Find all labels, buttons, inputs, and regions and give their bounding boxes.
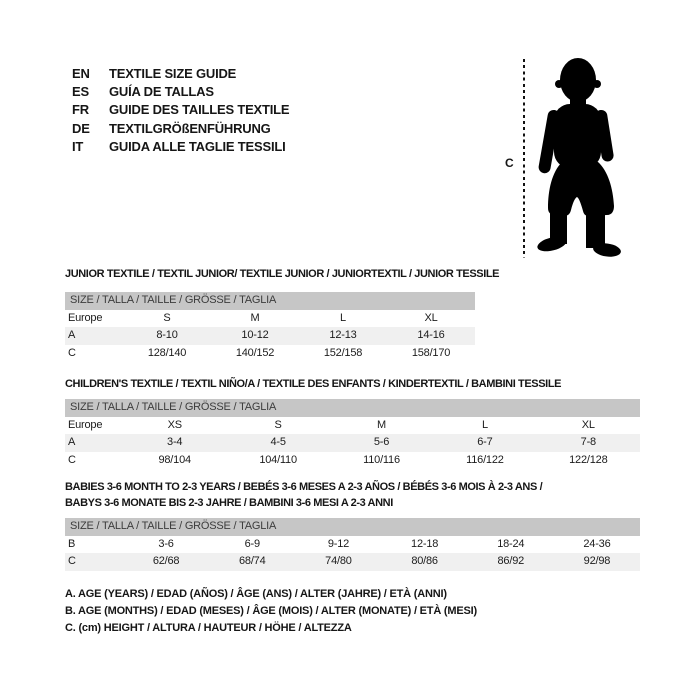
language-label: GUÍA DE TALLAS: [109, 84, 214, 100]
language-row: [72, 82, 289, 100]
table-cell: 14-16: [417, 329, 445, 341]
table-title: [65, 266, 500, 282]
table-title: [65, 479, 640, 511]
table-cell: 152/158: [323, 346, 363, 359]
table-cell: XS: [167, 418, 182, 431]
table-cell: XL: [424, 311, 438, 324]
table-cell: 18-24: [497, 537, 525, 550]
language-row: [72, 64, 289, 82]
table-row: [65, 452, 640, 470]
row-label: C: [68, 346, 76, 359]
table-cell: 104/110: [259, 453, 297, 466]
table-cell: 62/68: [152, 555, 180, 567]
table-cell: 6-7: [477, 436, 493, 448]
language-row: [72, 138, 289, 156]
language-code: EN: [72, 65, 90, 81]
table-row: [65, 553, 640, 571]
row-label: C: [68, 453, 76, 466]
table-cell: 9-12: [327, 537, 350, 550]
note-age-months: B. AGE (MONTHS) / EDAD (MESES) / ÂGE (MOIS) / ALTER (MONATE) / ETÀ (MESI): [65, 605, 477, 618]
table-row: [65, 417, 640, 435]
language-code: DE: [72, 120, 90, 136]
row-label: Europe: [68, 418, 103, 431]
table-cell: 122/128: [569, 453, 608, 466]
language-row: [72, 101, 289, 119]
note-age-years: A. AGE (YEARS) / EDAD (AÑOS) / ÂGE (ANS) / ALTER (JAHRE) / ETÀ (ANNI): [65, 588, 447, 600]
table-cell: 128/140: [147, 346, 187, 359]
table-cell: 116/122: [466, 453, 504, 466]
language-code: FR: [72, 102, 89, 118]
table-size-header: SIZE / TALLA / TAILLE / GRÖSSE / TAGLIA: [65, 518, 640, 536]
table-cell: 68/74: [238, 555, 266, 567]
table-cell: XL: [581, 418, 595, 431]
language-label: TEXTILGRÖßENFÜHRUNG: [109, 120, 271, 136]
row-label: C: [68, 555, 76, 567]
language-label: GUIDE DES TAILLES TEXTILE: [109, 102, 290, 118]
table-cell: M: [377, 418, 386, 431]
row-label: B: [68, 537, 76, 550]
height-measure-label: C: [505, 156, 514, 170]
table-title: [65, 376, 640, 392]
language-code: IT: [72, 139, 84, 155]
table-cell: 86/92: [497, 555, 525, 567]
junior-textile-table: [65, 266, 500, 362]
table-size-header: SIZE / TALLA / TAILLE / GRÖSSE / TAGLIA: [65, 399, 640, 417]
table-cell: 4-5: [270, 436, 286, 448]
language-list: [72, 64, 289, 156]
table-title-line: CHILDREN'S TEXTILE / TEXTIL NIÑO/A / TEXTILE DES ENFANTS / KINDERTEXTIL / BAMBINI TESSILE: [65, 378, 562, 390]
table-cell: 3-4: [167, 436, 183, 448]
table-cell: 12-13: [329, 329, 357, 341]
height-dashed-line: [523, 59, 525, 258]
table-cell: 10-12: [241, 329, 269, 341]
table-cell: M: [250, 311, 260, 324]
table-cell: 7-8: [580, 436, 596, 448]
language-label: GUIDA ALLE TAGLIE TESSILI: [109, 139, 286, 155]
table-cell: 24-36: [583, 537, 611, 550]
childrens-textile-table: [65, 376, 640, 469]
table-cell: S: [163, 311, 171, 324]
note-height-cm: C. (cm) HEIGHT / ALTURA / HAUTEUR / HÖHE / ALTEZZA: [65, 622, 352, 635]
table-row: [65, 327, 475, 345]
table-cell: 140/152: [235, 346, 275, 359]
table-row: [65, 434, 640, 452]
row-label: A: [68, 329, 76, 341]
table-row: [65, 310, 475, 328]
row-label: A: [68, 436, 76, 448]
table-cell: 12-18: [411, 537, 439, 550]
table-title-line: BABYS 3-6 MONATE BIS 2-3 JAHRE / BAMBINI 3-6 MESI A 2-3 ANNI: [65, 497, 393, 509]
table-size-header: SIZE / TALLA / TAILLE / GRÖSSE / TAGLIA: [65, 292, 475, 310]
baby-silhouette-icon: [528, 58, 628, 258]
table-cell: 74/80: [325, 555, 352, 567]
table-cell: 98/104: [158, 453, 191, 466]
language-row: [72, 119, 289, 137]
table-cell: S: [274, 418, 282, 431]
table-cell: L: [340, 311, 346, 324]
babies-textile-table: [65, 479, 640, 571]
table-cell: 8-10: [156, 329, 178, 341]
table-row: [65, 536, 640, 554]
table-cell: 92/98: [583, 555, 611, 567]
table-cell: 80/86: [411, 555, 438, 567]
table-cell: 110/116: [363, 453, 400, 466]
table-cell: 3-6: [158, 537, 174, 550]
table-title-line: BABIES 3-6 MONTH TO 2-3 YEARS / BEBÉS 3-6 MESES A 2-3 AÑOS / BÉBÉS 3-6 MOIS À 2-3 ANS /: [65, 481, 543, 493]
table-cell: 158/170: [411, 346, 451, 359]
row-label: Europe: [68, 311, 103, 324]
language-code: ES: [72, 84, 89, 100]
table-row: [65, 345, 475, 363]
table-cell: 5-6: [373, 436, 390, 448]
language-label: TEXTILE SIZE GUIDE: [109, 65, 237, 81]
footnotes: [65, 586, 477, 638]
table-cell: L: [481, 418, 488, 431]
table-title-line: JUNIOR TEXTILE / TEXTIL JUNIOR/ TEXTILE JUNIOR / JUNIORTEXTIL / JUNIOR TESSILE: [65, 268, 500, 280]
table-cell: 6-9: [244, 537, 260, 550]
